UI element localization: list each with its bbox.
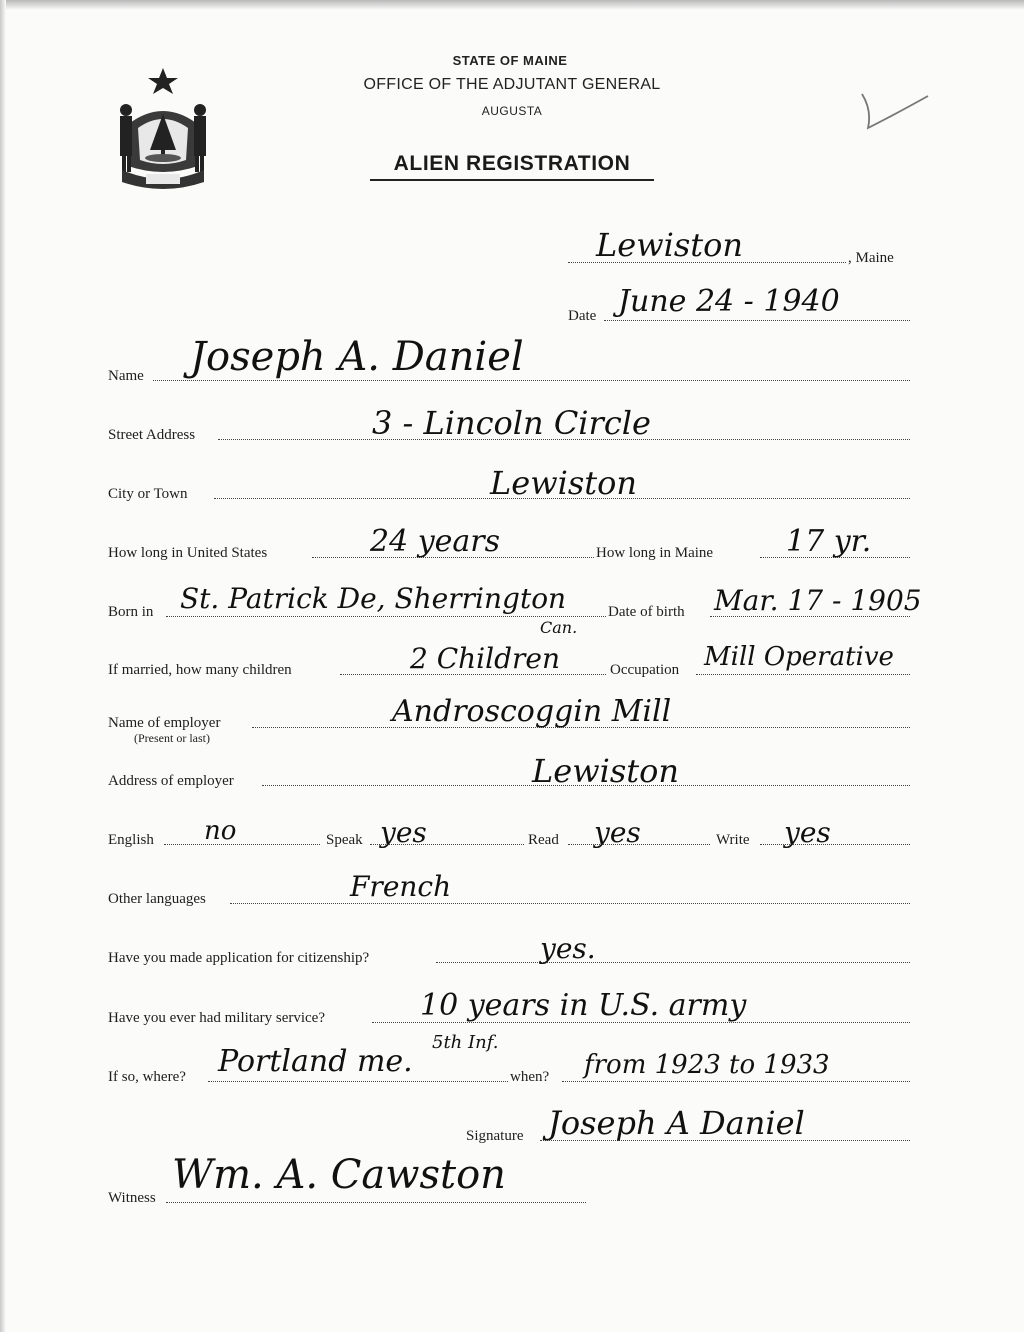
speak-label: Speak <box>326 832 363 848</box>
witness-signature: Wm. A. Cawston <box>172 1152 506 1198</box>
birthplace-entry: St. Patrick De, Sherrington <box>180 582 567 615</box>
employer-entry: Androscoggin Mill <box>392 694 672 729</box>
other-languages-line <box>230 903 910 904</box>
english-label: English <box>108 832 154 848</box>
birthplace-line <box>166 616 606 617</box>
header-state: STATE OF MAINE <box>452 53 568 68</box>
us-duration-label: How long in United States <box>108 545 268 561</box>
city-label: City or Town <box>108 486 188 502</box>
birthplace-note: Can. <box>540 618 578 637</box>
other-languages-label: Other languages <box>108 891 206 907</box>
birth-date-label: Date of birth <box>608 604 685 620</box>
where-line <box>208 1081 508 1082</box>
employer-address-entry: Lewiston <box>532 752 679 790</box>
citizenship-entry: yes. <box>540 932 596 965</box>
birthplace-label: Born in <box>108 604 154 620</box>
where-entry: Portland me. <box>218 1044 413 1079</box>
place-suffix-label: , Maine <box>848 250 894 266</box>
maine-duration-entry: 17 yr. <box>786 524 872 559</box>
date-entry: June 24 - 1940 <box>618 284 840 319</box>
scan-edge <box>0 0 6 1332</box>
write-label: Write <box>716 832 750 848</box>
when-line <box>562 1081 910 1082</box>
street-entry: 3 - Lincoln Circle <box>372 404 651 442</box>
occupation-entry: Mill Operative <box>704 642 894 672</box>
citizenship-label: Have you made application for citizenship? <box>108 950 370 966</box>
citizenship-line <box>436 962 910 963</box>
when-entry: from 1923 to 1933 <box>584 1050 830 1080</box>
where-note: 5th Inf. <box>432 1032 499 1053</box>
place-entry: Lewiston <box>596 226 743 264</box>
read-entry: yes <box>594 816 641 849</box>
children-label: If married, how many children <box>108 662 292 678</box>
write-entry: yes <box>784 816 831 849</box>
occupation-label: Occupation <box>610 662 680 678</box>
date-label: Date <box>568 308 597 324</box>
read-label: Read <box>528 832 559 848</box>
scan-edge <box>0 0 1024 10</box>
date-line <box>604 320 910 321</box>
employer-label: Name of employer <box>108 715 221 731</box>
signature-label: Signature <box>466 1128 524 1144</box>
form-title: ALIEN REGISTRATION <box>370 152 654 181</box>
military-entry: 10 years in U.S. army <box>420 988 747 1023</box>
where-label: If so, where? <box>108 1069 186 1085</box>
birth-date-entry: Mar. 17 - 1905 <box>714 584 922 617</box>
military-label: Have you ever had military service? <box>108 1010 325 1026</box>
other-languages-entry: French <box>350 870 452 903</box>
header-city: AUGUSTA <box>481 104 543 118</box>
street-label: Street Address <box>108 427 196 443</box>
employer-note-label: (Present or last) <box>134 731 210 745</box>
name-line <box>153 380 910 381</box>
witness-line <box>166 1202 586 1203</box>
children-entry: 2 Children <box>410 642 560 675</box>
city-entry: Lewiston <box>490 464 637 502</box>
employer-address-label: Address of employer <box>108 773 234 789</box>
applicant-signature: Joseph A Daniel <box>548 1104 805 1142</box>
us-duration-entry: 24 years <box>370 524 501 559</box>
when-label: when? <box>510 1069 550 1085</box>
name-label: Name <box>108 368 144 384</box>
occupation-line <box>696 674 910 675</box>
maine-duration-label: How long in Maine <box>596 545 714 561</box>
name-entry: Joseph A. Daniel <box>190 334 524 380</box>
witness-label: Witness <box>108 1190 156 1206</box>
english-entry: no <box>204 816 237 846</box>
speak-entry: yes <box>380 816 427 849</box>
header-office: OFFICE OF THE ADJUTANT GENERAL <box>363 76 661 93</box>
write-line <box>760 844 910 845</box>
english-line <box>164 844 320 845</box>
